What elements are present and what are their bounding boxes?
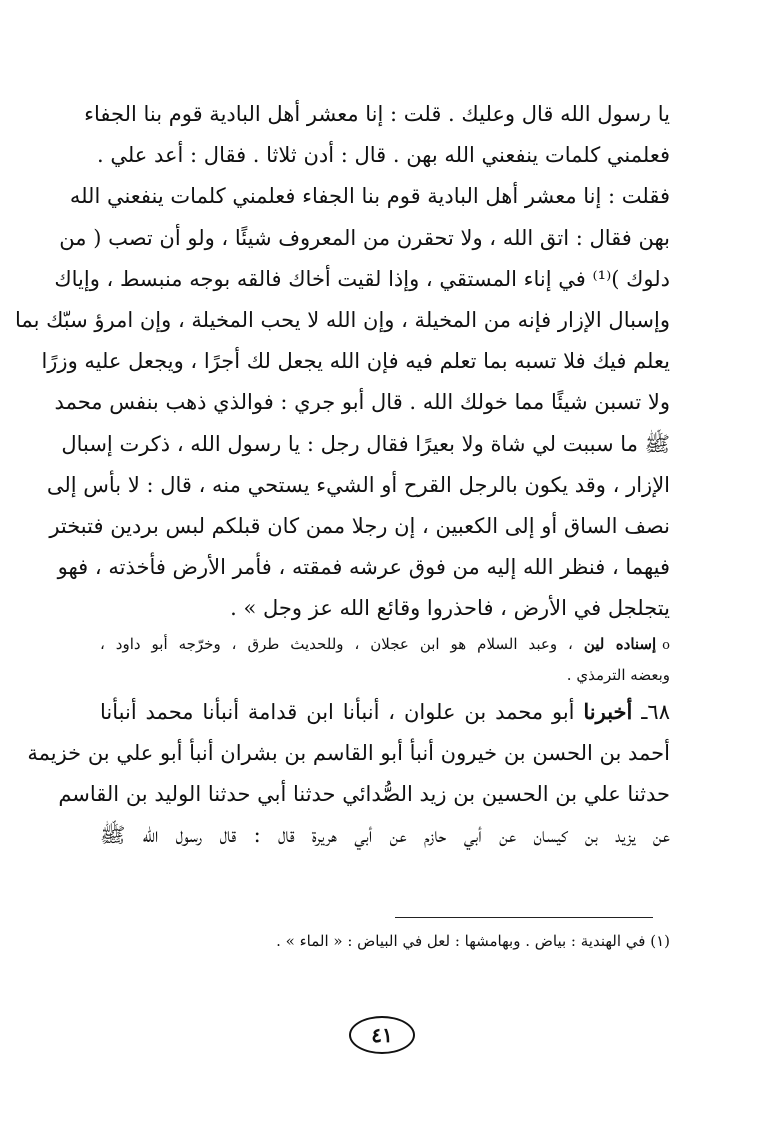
commentary-line: وبعضه الترمذي . (566, 666, 670, 685)
text-line: يا رسول الله قال وعليك . قلت : إنا معشر أهل البادية قوم بنا الجفاء (84, 102, 670, 126)
text-line: يعلم فيك فلا تسبه بما تعلم فيه فإن الله يجعل لك أجرًا ، ويجعل عليه وزرًا (41, 349, 670, 374)
hadith-heading-line (100, 691, 670, 732)
hadith-number: ٦٨ـ (641, 700, 670, 725)
text-line: فقلت : إنا معشر أهل البادية قوم بنا الجفاء فعلمني كلمات ينفعني الله (69, 184, 670, 209)
text-line: دلوك )⁽¹⁾ في إناء المستقي ، وإذا لقيت أخاك فالقه بوجه منبسط ، وإياك (54, 266, 670, 291)
hadith-lead-word: أخبرنا (583, 699, 633, 725)
text-line: عن يزيد بن كيسان عن أبي حازم عن أبي هريرة قال : قال رسول الله ﷺ (100, 823, 670, 847)
text-line: الإزار ، وقد يكون بالرجل القرح أو الشيء يستحي منه ، قال : لا بأس إلى (46, 472, 670, 497)
commentary-text: ، وعبد السلام هو ابن عجلان ، وللحديث طرق ، وخرّجه أبو داود ، (100, 635, 573, 654)
text-line: يتجلجل في الأرض ، فاحذروا وقائع الله عز وجل » . (230, 596, 670, 621)
text-line: بهن فقال : اتق الله ، ولا تحقرن من المعروف شيئًا ، ولو أن تصب ( من (59, 225, 670, 250)
text-line: وإسبال الإزار فإنه من المخيلة ، وإن الله لا يحب المخيلة ، وإن امرؤ سبّك بما (15, 307, 670, 332)
bullet-icon: o (662, 638, 670, 654)
text-line: فعلمني كلمات ينفعني الله بهن . قال : أدن ثلاثا . فقال : أعد علي . (96, 143, 670, 168)
footnote-divider (395, 917, 653, 918)
text-line: فيهما ، فنظر الله إليه من فوق عرشه فمقته ، فأمر الأرض فأخذته ، فهو (57, 555, 670, 580)
footnote: (١) في الهندية : بياض . وبهامشها : لعل في البياض : « الماء » . (276, 932, 670, 950)
main-text-block (15, 94, 670, 856)
commentary-line (100, 629, 670, 660)
text-line: أحمد بن الحسن بن خيرون أنبأ أبو القاسم بن بشران أنبأ أبو علي بن خزيمة (27, 740, 670, 765)
hadith-text: أبو محمد بن علوان ، أنبأنا ابن قدامة أنبأنا محمد أنبأنا (100, 700, 575, 725)
text-line: ولا تسبن شيئًا مما خولك الله . قال أبو جري : فوالذي ذهب بنفس محمد (54, 390, 670, 415)
text-line: ﷺ ما سببت لي شاة ولا بعيرًا فقال رجل : يا رسول الله ، ذكرت إسبال (61, 431, 670, 456)
page-number: ٤١ (349, 1016, 415, 1054)
text-line: نصف الساق أو إلى الكعبين ، إن رجلا ممن كان قبلكم لبس بردين فتبختر (49, 513, 670, 538)
text-line: حدثنا علي بن الحسين بن زيد الصُّدائي حدثنا أبي حدثنا الوليد بن القاسم (58, 781, 670, 806)
commentary-label: إسناده لين (583, 635, 657, 654)
commentary (100, 629, 670, 691)
